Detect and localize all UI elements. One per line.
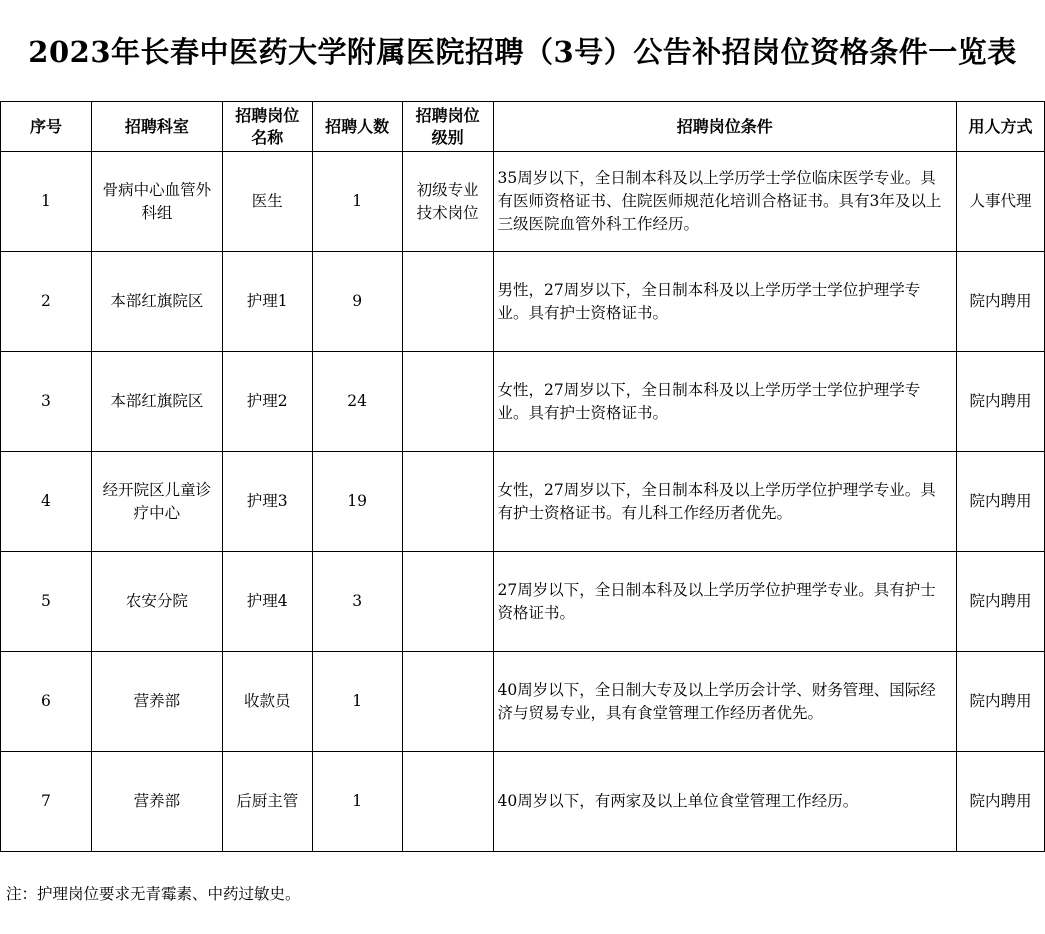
cell-post: 护理3 — [222, 452, 312, 552]
cell-post: 收款员 — [222, 652, 312, 752]
cell-no: 7 — [1, 752, 92, 852]
header-row — [1, 102, 1045, 152]
cell-count: 9 — [312, 252, 402, 352]
cell-level — [402, 352, 493, 452]
cell-post: 护理2 — [222, 352, 312, 452]
cell-mode: 院内聘用 — [957, 652, 1045, 752]
cell-dept: 经开院区儿童诊疗中心 — [91, 452, 222, 552]
cell-mode: 院内聘用 — [957, 752, 1045, 852]
cell-mode: 院内聘用 — [957, 452, 1045, 552]
cell-post: 医生 — [222, 152, 312, 252]
table-row — [1, 452, 1045, 552]
cell-req: 40周岁以下，有两家及以上单位食堂管理工作经历。 — [493, 752, 957, 852]
table-row — [1, 552, 1045, 652]
cell-mode: 院内聘用 — [957, 352, 1045, 452]
cell-level — [402, 652, 493, 752]
cell-dept: 营养部 — [91, 752, 222, 852]
header-req: 招聘岗位条件 — [493, 102, 957, 152]
table-row — [1, 252, 1045, 352]
header-level: 招聘岗位级别 — [402, 102, 493, 152]
cell-post: 护理1 — [222, 252, 312, 352]
footnote: 注：护理岗位要求无青霉素、中药过敏史。 — [6, 885, 301, 903]
table-row — [1, 152, 1045, 252]
cell-level: 初级专业技术岗位 — [402, 152, 493, 252]
page-title: 2023年长春中医药大学附属医院招聘（3号）公告补招岗位资格条件一览表 — [28, 35, 1017, 69]
header-count: 招聘人数 — [312, 102, 402, 152]
cell-dept: 本部红旗院区 — [91, 352, 222, 452]
cell-mode: 院内聘用 — [957, 252, 1045, 352]
cell-count: 1 — [312, 652, 402, 752]
cell-level — [402, 552, 493, 652]
cell-count: 19 — [312, 452, 402, 552]
cell-req: 女性，27周岁以下，全日制本科及以上学历学士学位护理学专业。具有护士资格证书。 — [493, 352, 957, 452]
cell-dept: 本部红旗院区 — [91, 252, 222, 352]
cell-post: 护理4 — [222, 552, 312, 652]
cell-no: 3 — [1, 352, 92, 452]
table-row — [1, 752, 1045, 852]
cell-level — [402, 752, 493, 852]
cell-count: 1 — [312, 152, 402, 252]
table-row — [1, 352, 1045, 452]
cell-req: 35周岁以下，全日制本科及以上学历学士学位临床医学专业。具有医师资格证书、住院医师规范化培训合格证书。具有3年及以上三级医院血管外科工作经历。 — [493, 152, 957, 252]
header-post: 招聘岗位名称 — [222, 102, 312, 152]
cell-req: 27周岁以下，全日制本科及以上学历学位护理学专业。具有护士资格证书。 — [493, 552, 957, 652]
cell-no: 6 — [1, 652, 92, 752]
cell-post: 后厨主管 — [222, 752, 312, 852]
cell-no: 4 — [1, 452, 92, 552]
cell-no: 2 — [1, 252, 92, 352]
cell-count: 3 — [312, 552, 402, 652]
cell-mode: 院内聘用 — [957, 552, 1045, 652]
cell-req: 女性，27周岁以下，全日制本科及以上学历学位护理学专业。具有护士资格证书。有儿科工作经历者优先。 — [493, 452, 957, 552]
header-dept: 招聘科室 — [91, 102, 222, 152]
cell-no: 1 — [1, 152, 92, 252]
cell-level — [402, 252, 493, 352]
cell-mode: 人事代理 — [957, 152, 1045, 252]
cell-level — [402, 452, 493, 552]
cell-dept: 营养部 — [91, 652, 222, 752]
cell-req: 40周岁以下，全日制大专及以上学历会计学、财务管理、国际经济与贸易专业，具有食堂管理工作经历者优先。 — [493, 652, 957, 752]
header-mode: 用人方式 — [957, 102, 1045, 152]
cell-dept: 骨病中心血管外科组 — [91, 152, 222, 252]
recruitment-table — [0, 101, 1045, 852]
cell-no: 5 — [1, 552, 92, 652]
cell-req: 男性，27周岁以下，全日制本科及以上学历学士学位护理学专业。具有护士资格证书。 — [493, 252, 957, 352]
cell-count: 24 — [312, 352, 402, 452]
cell-count: 1 — [312, 752, 402, 852]
cell-dept: 农安分院 — [91, 552, 222, 652]
header-no: 序号 — [1, 102, 92, 152]
table-row — [1, 652, 1045, 752]
